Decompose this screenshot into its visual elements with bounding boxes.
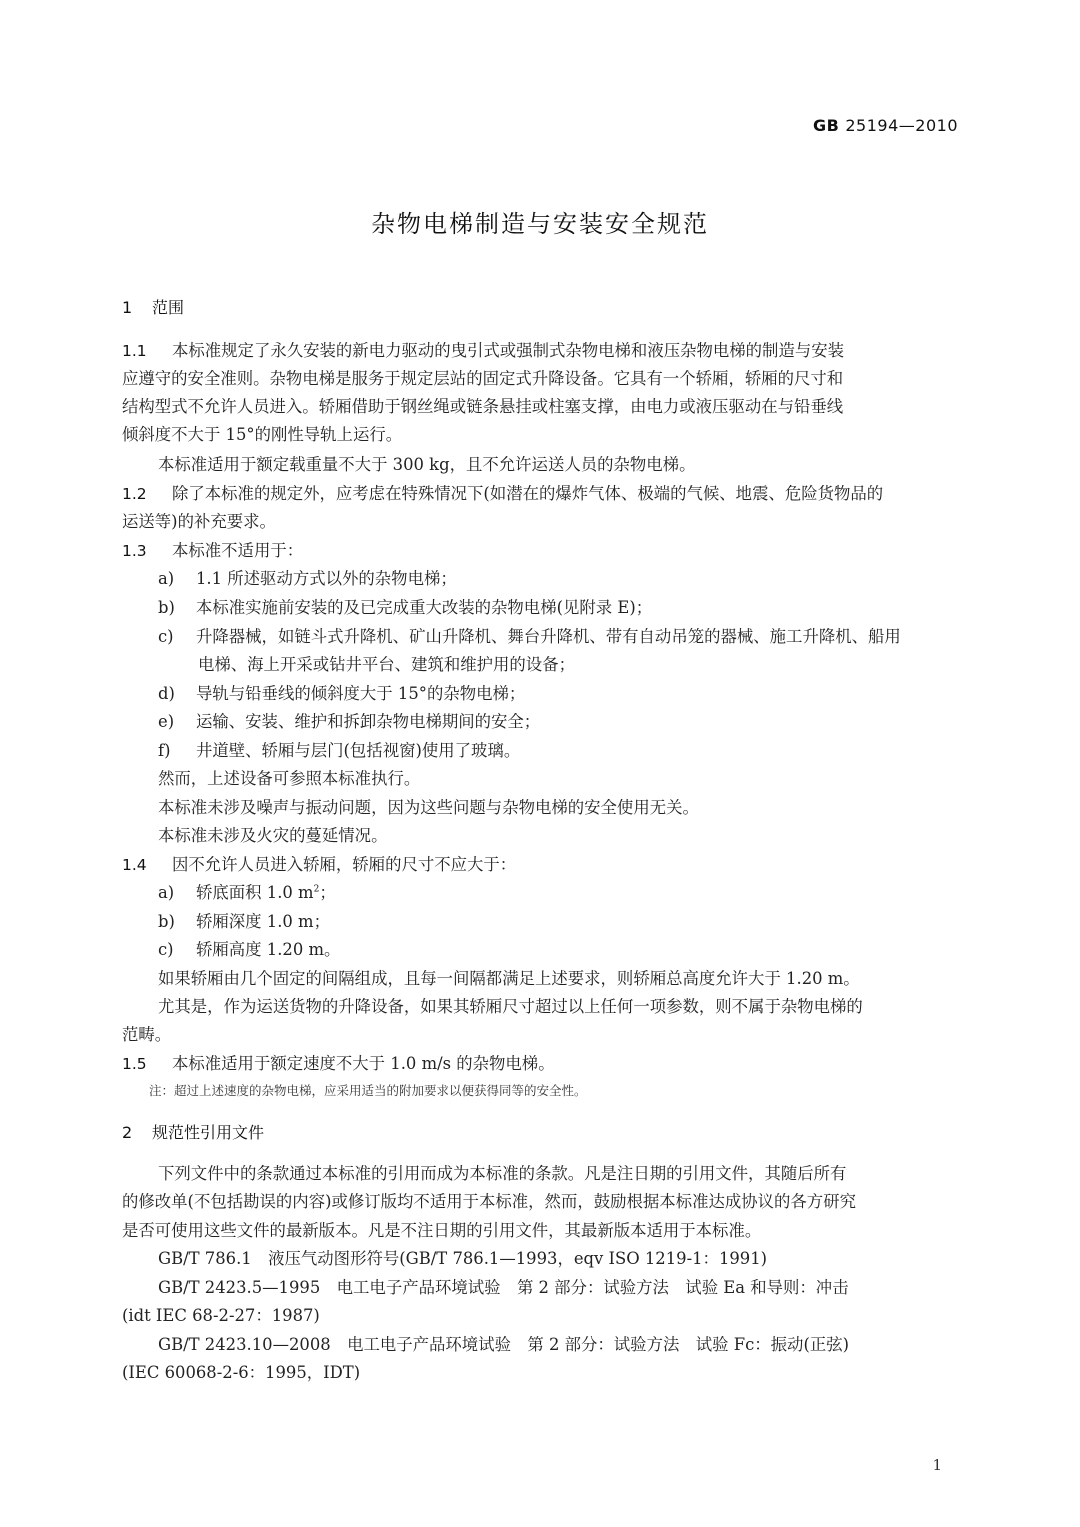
reference-item-cont: (idt IEC 68-2-27：1987) bbox=[122, 1306, 320, 1325]
list-item: c) 轿厢高度 1.20 m。 bbox=[158, 940, 341, 959]
clause-1-1-line: 应遵守的安全准则。杂物电梯是服务于规定层站的固定式升降设备。它具有一个轿厢，轿厢的尺寸和 bbox=[122, 369, 844, 388]
clause-1-2: 1.2 除了本标准的规定外，应考虑在特殊情况下(如潜在的爆炸气体、极端的气候、地震、危险货物品的 bbox=[122, 484, 884, 503]
list-item: a) 1.1 所述驱动方式以外的杂物电梯； bbox=[158, 569, 457, 588]
clause-1-1: 1.1 本标准规定了永久安装的新电力驱动的曳引式或强制式杂物电梯和液压杂物电梯的制造与安装 bbox=[122, 341, 845, 360]
list-item: c) 升降器械，如链斗式升降机、矿山升降机、舞台升降机、带有自动吊笼的器械、施工升降机、船用 bbox=[158, 627, 901, 646]
clause-1-4-para: 尤其是，作为运送货物的升降设备，如果其轿厢尺寸超过以上任何一项参数，则不属于杂物电梯的 bbox=[158, 997, 863, 1016]
clause-1-3-para: 本标准未涉及火灾的蔓延情况。 bbox=[158, 826, 388, 845]
section-2-para-cont: 的修改单(不包括勘误的内容)或修订版均不适用于本标准，然而，鼓励根据本标准达成协议的各方研究 bbox=[122, 1192, 856, 1211]
list-item: e) 运输、安装、维护和拆卸杂物电梯期间的安全； bbox=[158, 712, 541, 731]
clause-1-3: 1.3 本标准不适用于： bbox=[122, 541, 304, 560]
list-item: b) 本标准实施前安装的及已完成重大改装的杂物电梯(见附录 E)； bbox=[158, 598, 653, 617]
clause-1-4-para-cont: 范畴。 bbox=[122, 1025, 172, 1044]
note: 注：超过上述速度的杂物电梯，应采用适当的附加要求以便获得同等的安全性。 bbox=[149, 1083, 587, 1098]
reference-item: GB/T 2423.10—2008 电工电子产品环境试验 第 2 部分：试验方法 试验 Fc：振动(正弦) bbox=[158, 1335, 850, 1354]
reference-item-cont: (IEC 60068-2-6：1995，IDT) bbox=[122, 1363, 361, 1382]
section-2-heading: 2 规范性引用文件 bbox=[122, 1123, 265, 1142]
clause-1-4-para: 如果轿厢由几个固定的间隔组成，且每一间隔都满足上述要求，则轿厢总高度允许大于 1.20 m。 bbox=[158, 969, 860, 988]
section-2-para: 下列文件中的条款通过本标准的引用而成为本标准的条款。凡是注日期的引用文件，其随后所有 bbox=[158, 1164, 847, 1183]
page-number: 1 bbox=[932, 1456, 942, 1474]
clause-1-3-para: 然而，上述设备可参照本标准执行。 bbox=[158, 769, 421, 788]
clause-1-1-line: 倾斜度不大于 15°的刚性导轨上运行。 bbox=[122, 425, 403, 444]
standard-number bbox=[813, 116, 958, 135]
list-item-cont: 电梯、海上开采或钻井平台、建筑和维护用的设备； bbox=[198, 655, 575, 674]
clause-1-1-line: 结构型式不允许人员进入。轿厢借助于钢丝绳或链条悬挂或柱塞支撑，由电力或液压驱动在与铅垂线 bbox=[122, 397, 844, 416]
standard-code: 25194—2010 bbox=[845, 116, 958, 135]
list-item: f) 井道壁、轿厢与层门(包括视窗)使用了玻璃。 bbox=[158, 741, 521, 760]
clause-1-3-para: 本标准未涉及噪声与振动问题，因为这些问题与杂物电梯的安全使用无关。 bbox=[158, 798, 699, 817]
section-1-heading: 1 范围 bbox=[122, 298, 185, 317]
clause-1-2-line: 运送等)的补充要求。 bbox=[122, 512, 276, 531]
reference-item: GB/T 786.1 液压气动图形符号(GB/T 786.1—1993，eqv ISO 1219-1：1991) bbox=[158, 1249, 768, 1268]
section-2-para-cont: 是否可使用这些文件的最新版本。凡是不注日期的引用文件，其最新版本适用于本标准。 bbox=[122, 1221, 762, 1240]
list-item: d) 导轨与铅垂线的倾斜度大于 15°的杂物电梯； bbox=[158, 684, 526, 703]
clause-1-5: 1.5 本标准适用于额定速度不大于 1.0 m/s 的杂物电梯。 bbox=[122, 1054, 555, 1073]
clause-1-4: 1.4 因不允许人员进入轿厢，轿厢的尺寸不应大于： bbox=[122, 855, 517, 874]
standard-prefix: GB bbox=[813, 116, 840, 135]
list-item: b) 轿厢深度 1.0 m； bbox=[158, 912, 330, 931]
document-title: 杂物电梯制造与安装安全规范 bbox=[371, 210, 709, 238]
reference-item: GB/T 2423.5—1995 电工电子产品环境试验 第 2 部分：试验方法 试验 Ea 和导则：冲击 bbox=[158, 1278, 849, 1297]
list-item: a) 轿底面积 1.0 $m^2$； bbox=[158, 883, 336, 902]
clause-1-1-para: 本标准适用于额定载重量不大于 300 kg，且不允许运送人员的杂物电梯。 bbox=[158, 455, 696, 474]
